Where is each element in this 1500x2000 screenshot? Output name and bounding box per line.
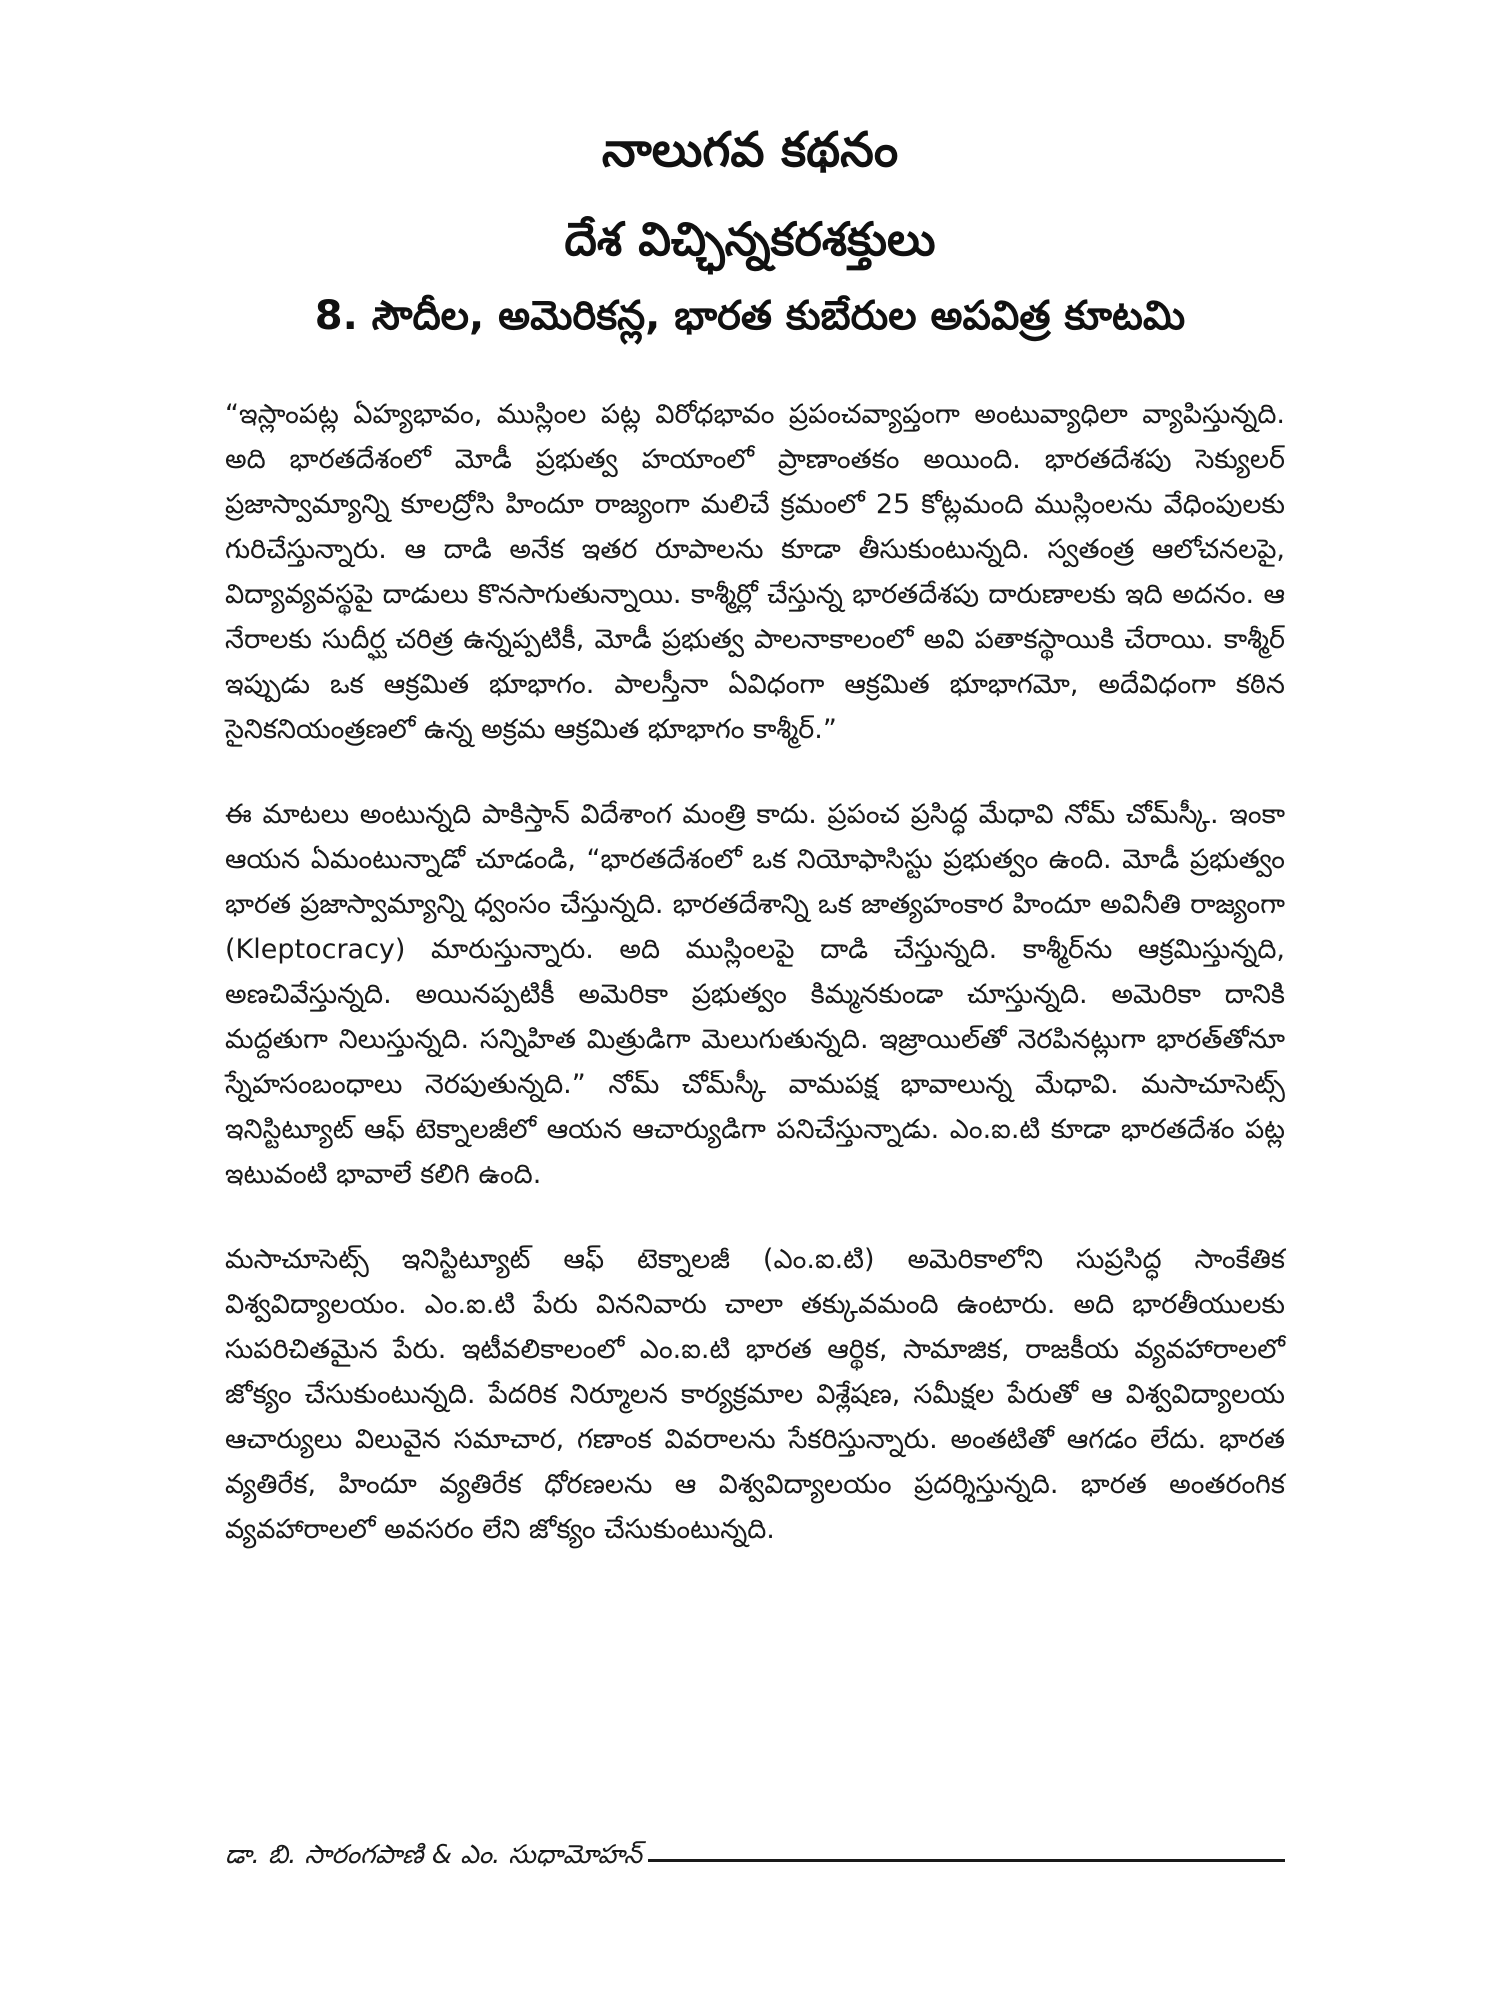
page-title: నాలుగవ కథనం: [601, 122, 899, 178]
footer-rule: [648, 1859, 1285, 1862]
article-body: [225, 392, 1285, 1592]
footer: [225, 1838, 1285, 1878]
paragraph-1: “ఇస్లాంపట్ల ఏహ్యభావం, ముస్లింల పట్ల విరోధభావం ప్రపంచవ్యాప్తంగా అంటువ్యాధిలా వ్యాపిస్తున్నది. అది భారతదేశంలో మోడీ ప్రభుత్వ హయాంలో ప్రాణాంతకం అయింది. భారతదేశపు సెక్యులర్ ప్రజాస్వామ్యాన్ని కూలద్రోసి హిందూ రాజ్యంగా మలిచే క్రమంలో 25 కోట్లమంది ముస్లింలను వేధింపులకు గురిచేస్తున్నారు. ఆ దాడి అనేక ఇతర రూపాలను కూడా తీసుకుంటున్నది. స్వతంత్ర ఆలోచనలపై, విద్యావ్యవస్థపై దాడులు కొనసాగుతున్నాయి. కాశ్మీర్లో చేస్తున్న భారతదేశపు దారుణాలకు ఇది అదనం. ఆ నేరాలకు సుదీర్ఘ చరిత్ర ఉన్నప్పటికీ, మోడీ ప్రభుత్వ పాలనాకాలంలో అవి పతాకస్థాయికి చేరాయి. కాశ్మీర్ ఇప్పుడు ఒక ఆక్రమిత భూభాగం. పాలస్తీనా ఏవిధంగా ఆక్రమిత భూభాగమో, అదేవిధంగా కఠిన సైనికనియంత్రణలో ఉన్న అక్రమ ఆక్రమిత భూభాగం కాశ్మీర్.”: [225, 399, 1285, 745]
author-byline: డా. బి. సారంగపాణి & ఎం. సుధామోహన్: [225, 1840, 642, 1870]
paragraph-2: ఈ మాటలు అంటున్నది పాకిస్తాన్ విదేశాంగ మంత్రి కాదు. ప్రపంచ ప్రసిద్ధ మేధావి నోమ్ చోమ్‌స్కీ. ఇంకా ఆయన ఏమంటున్నాడో చూడండి, “భారతదేశంలో ఒక నియోఫాసిస్టు ప్రభుత్వం ఉంది. మోడీ ప్రభుత్వం భారత ప్రజాస్వామ్యాన్ని ధ్వంసం చేస్తున్నది. భారతదేశాన్ని ఒక జాత్యహంకార హిందూ అవినీతి రాజ్యంగా (Kleptocracy) మారుస్తున్నారు. అది ముస్లింలపై దాడి చేస్తున్నది. కాశ్మీర్‌ను ఆక్రమిస్తున్నది, అణచివేస్తున్నది. అయినప్పటికీ అమెరికా ప్రభుత్వం కిమ్మనకుండా చూస్తున్నది. అమెరికా దానికి మద్దతుగా నిలుస్తున్నది. సన్నిహిత మిత్రుడిగా మెలుగుతున్నది. ఇజ్రాయిల్‌తో నెరపినట్లుగా భారత్‌తోనూ స్నేహసంబంధాలు నెరపుతున్నది.” నోమ్ చోమ్‌స్కీ వామపక్ష భావాలున్న మేధావి. మసాచూసెట్స్ ఇనిస్టిట్యూట్ ఆఫ్ టెక్నాలజీలో ఆయన ఆచార్యుడిగా పనిచేస్తున్నాడు. ఎం.ఐ.టి కూడా భారతదేశం పట్ల ఇటువంటి భావాలే కలిగి ఉంది.: [225, 799, 1285, 1190]
paragraph-3: మసాచూసెట్స్ ఇనిస్టిట్యూట్ ఆఫ్ టెక్నాలజీ (ఎం.ఐ.టి) అమెరికాలోని సుప్రసిద్ధ సాంకేతిక విశ్వవిద్యాలయం. ఎం.ఐ.టి పేరు విననివారు చాలా తక్కువమంది ఉంటారు. అది భారతీయులకు సుపరిచితమైన పేరు. ఇటీవలికాలంలో ఎం.ఐ.టి భారత ఆర్థిక, సామాజిక, రాజకీయ వ్యవహారాలలో జోక్యం చేసుకుంటున్నది. పేదరిక నిర్మూలన కార్యక్రమాల విశ్లేషణ, సమీక్షల పేరుతో ఆ విశ్వవిద్యాలయ ఆచార్యులు విలువైన సమాచార, గణాంక వివరాలను సేకరిస్తున్నారు. అంతటితో ఆగడం లేదు. భారత వ్యతిరేక, హిందూ వ్యతిరేక ధోరణలను ఆ విశ్వవిద్యాలయం ప్రదర్శిస్తున్నది. భారత అంతరంగిక వ్యవహారాలలో అవసరం లేని జోక్యం చేసుకుంటున్నది.: [225, 1244, 1285, 1545]
chapter-heading: 8. సౌదీల, అమెరికన్ల, భారత కుబేరుల అపవిత్ర కూటమి: [314, 293, 1186, 339]
page-subtitle: దేశ విచ్ఛిన్నకరశక్తులు: [564, 212, 936, 266]
